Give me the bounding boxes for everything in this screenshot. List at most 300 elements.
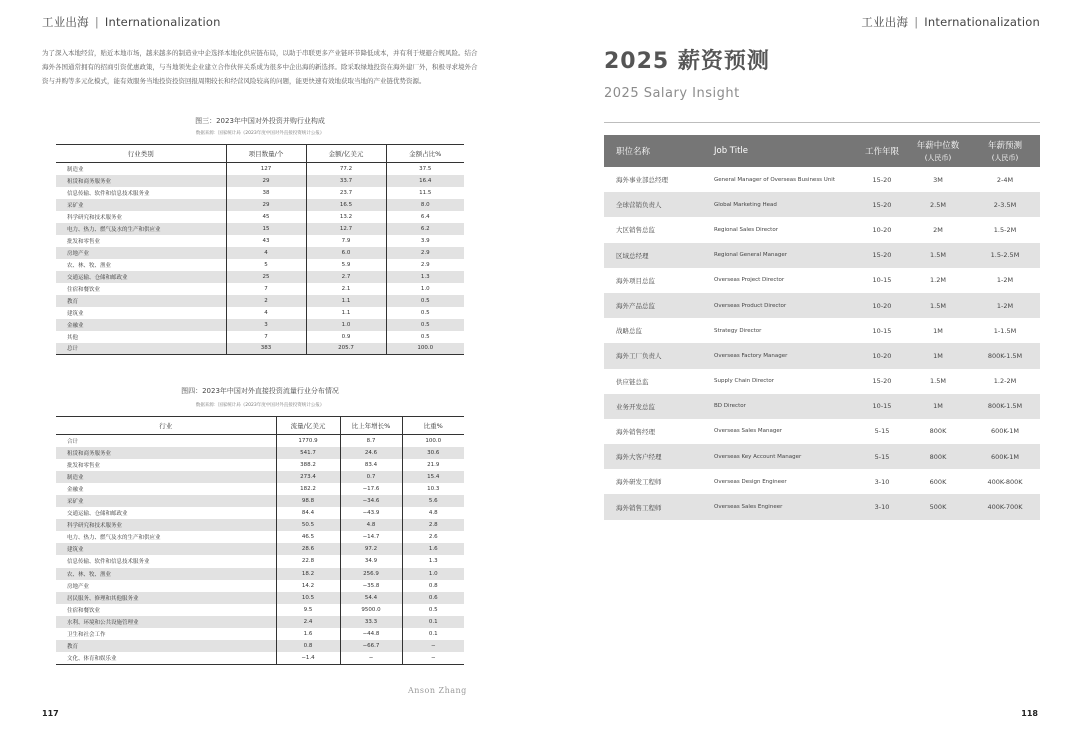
value-cell: 2.1 (306, 283, 386, 295)
table-header-row (56, 417, 464, 435)
median-salary-cell: 600K (929, 477, 947, 486)
job-title-cn-cell: 业务开发总监 (604, 394, 702, 419)
median-salary-cell: 1.5M (930, 377, 946, 386)
value-cell: 2.8 (402, 519, 464, 531)
value-cell: 83.4 (340, 459, 402, 471)
column-header: 行业类别 (56, 145, 226, 163)
value-cell: 1.1 (306, 307, 386, 319)
salary-row (604, 494, 1040, 519)
page-number-left: 117 (42, 709, 59, 718)
value-cell: 4 (226, 247, 306, 259)
forecast-salary-cell: 800K-1.5M (970, 343, 1040, 368)
industry-cell: 居民服务、修理和其他服务业 (56, 592, 276, 604)
value-cell: 11.5 (386, 187, 464, 199)
figure3-table (56, 144, 464, 355)
job-title-cn-cell: 海外产品总监 (604, 293, 702, 318)
intro-paragraph: 为了深入本地经营，贴近本地市场，越来越多的制造业中企选择本地化供应链布局，以助于串联更多产业链环节降低成本，并有利于规避合规风险。结合海外各国通常拥有的招商引资优惠政策，与当地领先企业建立合作伙伴关系成为很多中企出海的新选择。除采取绿地投资在海外建厂外，积极寻求境外合资与并购等多元化模式，能有效服务当地投资投资回报周期较长和经营风险较高的问题，能更快速有效地获取当地的产业链优势资源。 (42, 49, 478, 85)
value-cell: 3 (226, 319, 306, 331)
header-forecast-label: 年薪预测 (987, 141, 1022, 151)
value-cell: 0.5 (402, 604, 464, 616)
value-cell: 6.2 (386, 223, 464, 235)
value-cell: 10.3 (402, 483, 464, 495)
author-signature: Anson Zhang (408, 686, 467, 695)
job-title-en-cell: BD Director (702, 394, 858, 419)
forecast-salary-cell: 1.5-2M (993, 225, 1017, 234)
table-row (56, 568, 464, 580)
salary-row (604, 268, 1040, 293)
job-title-cn-cell: 海外事业部总经理 (616, 176, 668, 185)
table-header-row (56, 145, 464, 163)
forecast-salary-cell: 1.2-2M (993, 377, 1017, 386)
years-cell: 15-20 (858, 243, 906, 268)
value-cell: −14.7 (340, 531, 402, 543)
value-cell: 541.7 (276, 447, 340, 459)
years-cell: 10-15 (872, 276, 892, 285)
value-cell: 2.9 (386, 247, 464, 259)
years-cell: 10-15 (858, 394, 906, 419)
value-cell: −34.6 (340, 495, 402, 507)
median-salary-cell: 2.5M (906, 192, 970, 217)
job-title-cn-cell: 大区销售总监 (616, 226, 655, 235)
value-cell: 9.5 (276, 604, 340, 616)
table-row (56, 343, 464, 355)
value-cell: 33.7 (306, 175, 386, 187)
value-cell: 29 (226, 175, 306, 187)
value-cell: 7 (226, 331, 306, 343)
median-salary-cell: 1.5M (906, 293, 970, 318)
industry-cell: 信息传输、软件和信息技术服务业 (67, 190, 150, 197)
forecast-salary-cell: 400K-700K (970, 494, 1040, 519)
value-cell: 2.6 (402, 531, 464, 543)
salary-row (604, 318, 1040, 343)
industry-cell: 住宿和餐饮业 (67, 607, 101, 614)
column-header: 金额/亿美元 (306, 145, 386, 163)
value-cell: −66.7 (340, 640, 402, 652)
column-header: 比重% (402, 417, 464, 435)
forecast-salary-cell: 1-1.5M (993, 326, 1017, 335)
industry-cell: 教育 (56, 295, 226, 307)
value-cell: 1770.9 (276, 435, 340, 447)
column-header: 比上年增长% (340, 417, 402, 435)
running-head-en: Internationalization (104, 15, 221, 29)
value-cell: 37.5 (386, 163, 464, 175)
forecast-salary-cell: 800K-1.5M (970, 394, 1040, 419)
table-row (56, 483, 464, 495)
industry-cell: 教育 (56, 640, 276, 652)
value-cell: −44.8 (340, 628, 402, 640)
table-row (56, 319, 464, 331)
table-row (56, 628, 464, 640)
value-cell: 14.2 (276, 580, 340, 592)
value-cell: 388.2 (276, 459, 340, 471)
industry-cell: 制造业 (67, 166, 84, 173)
salary-row (604, 369, 1040, 394)
column-header: 流量/亿美元 (276, 417, 340, 435)
median-salary-cell: 1M (906, 394, 970, 419)
value-cell: −1.4 (276, 652, 340, 664)
value-cell: 1.6 (402, 543, 464, 555)
median-salary-cell: 3M (933, 175, 943, 184)
value-cell: 205.7 (306, 343, 386, 355)
value-cell: 1.0 (306, 319, 386, 331)
table-row (56, 543, 464, 555)
years-cell: 3-10 (874, 477, 890, 486)
value-cell: 25 (226, 271, 306, 283)
figure4-title: 图四：2023年中国对外直接投资流量行业分布情况 (181, 387, 339, 395)
value-cell: 2.4 (276, 616, 340, 628)
table-row (56, 507, 464, 519)
industry-cell: 房地产业 (67, 583, 90, 590)
value-cell: 22.8 (276, 555, 340, 567)
value-cell: 273.4 (276, 471, 340, 483)
salary-row (604, 167, 1040, 192)
years-cell: 10-20 (858, 343, 906, 368)
value-cell: 0.5 (386, 319, 464, 331)
value-cell: 46.5 (276, 531, 340, 543)
value-cell: 98.8 (276, 495, 340, 507)
job-title-cn-cell: 海外工厂负责人 (604, 343, 702, 368)
column-header: 金额占比% (386, 145, 464, 163)
job-title-en-cell: Strategy Director (714, 327, 762, 334)
industry-cell: 建筑业 (67, 310, 84, 317)
industry-cell: 水利、环境和公共设施管理业 (56, 616, 276, 628)
value-cell: 0.9 (306, 331, 386, 343)
years-cell: 10-15 (872, 326, 892, 335)
value-cell: 77.2 (306, 163, 386, 175)
median-salary-cell: 1.5M (906, 243, 970, 268)
value-cell: −43.9 (340, 507, 402, 519)
header-years: 工作年限 (858, 135, 906, 167)
value-cell: 0.8 (276, 640, 340, 652)
value-cell: 1.0 (386, 283, 464, 295)
value-cell: 10.5 (276, 592, 340, 604)
value-cell: 23.7 (306, 187, 386, 199)
job-title-en-cell: Overseas Sales Engineer (702, 494, 858, 519)
value-cell: 383 (226, 343, 306, 355)
job-title-en-cell: Overseas Design Engineer (714, 478, 787, 485)
salary-row (604, 243, 1040, 268)
table-row (56, 616, 464, 628)
value-cell: 5 (226, 259, 306, 271)
table-row (56, 580, 464, 592)
table-row (56, 447, 464, 459)
value-cell: 2 (226, 295, 306, 307)
value-cell: 0.6 (402, 592, 464, 604)
figure3-title: 图三：2023年中国对外投资并购行业构成 (195, 117, 325, 125)
table-row (56, 435, 464, 447)
industry-cell: 制造业 (56, 471, 276, 483)
median-salary-cell: 1M (906, 343, 970, 368)
value-cell: 18.2 (276, 568, 340, 580)
table-row (56, 175, 464, 187)
forecast-salary-cell: 2-3.5M (970, 192, 1040, 217)
industry-cell: 农、林、牧、渔业 (56, 568, 276, 580)
header-median-label: 年薪中位数 (916, 141, 960, 151)
value-cell: −17.6 (340, 483, 402, 495)
table-row (56, 652, 464, 664)
value-cell: 8.0 (386, 199, 464, 211)
value-cell: 6.4 (386, 211, 464, 223)
industry-cell: 其他 (67, 334, 79, 341)
industry-cell: 文化、体育和娱乐业 (56, 652, 276, 664)
industry-cell: 卫生和社会工作 (67, 632, 106, 639)
industry-cell: 住宿和餐饮业 (67, 286, 101, 293)
table-row (56, 555, 464, 567)
median-salary-cell: 2M (933, 225, 943, 234)
table-row (56, 163, 464, 175)
value-cell: 43 (226, 235, 306, 247)
running-head-en: Internationalization (924, 15, 1040, 29)
table-row (56, 271, 464, 283)
job-title-cn-cell: 全球营销负责人 (604, 192, 702, 217)
industry-cell: 科学研究和技术服务业 (67, 214, 123, 221)
forecast-salary-cell: 1.5-2.5M (970, 243, 1040, 268)
value-cell: 29 (226, 199, 306, 211)
job-title-cn-cell: 供应链总监 (616, 377, 649, 386)
table-row (56, 495, 464, 507)
table-row (56, 247, 464, 259)
figure3-source: 数据来源：国家统计局《2023年度中国对外直接投资统计公报》 (195, 131, 325, 136)
table-row (56, 307, 464, 319)
industry-cell: 交通运输、仓储和邮政业 (67, 511, 128, 518)
title-divider (604, 122, 1040, 123)
years-cell: 5-15 (874, 427, 890, 436)
industry-cell: 农、林、牧、渔业 (67, 262, 112, 269)
salary-header-row (604, 135, 1040, 167)
job-title-cn-cell: 海外销售经理 (616, 427, 655, 436)
value-cell: 34.9 (340, 555, 402, 567)
median-salary-cell: 800K (906, 444, 970, 469)
table-row (56, 592, 464, 604)
table-row (56, 604, 464, 616)
job-title-en-cell: Overseas Factory Manager (702, 343, 858, 368)
years-cell: 5-15 (858, 444, 906, 469)
value-cell: 4.8 (340, 519, 402, 531)
table-row (56, 331, 464, 343)
median-salary-cell: 1.2M (930, 276, 946, 285)
table-row (56, 199, 464, 211)
job-title-en-cell: Overseas Key Account Manager (702, 444, 858, 469)
industry-cell: 金融业 (67, 486, 84, 493)
forecast-salary-cell: 1-2M (996, 276, 1014, 285)
value-cell: 28.6 (276, 543, 340, 555)
value-cell: 30.6 (402, 447, 464, 459)
salary-row (604, 343, 1040, 368)
table-row (56, 187, 464, 199)
table-row (56, 235, 464, 247)
value-cell: 0.7 (340, 471, 402, 483)
table-row (56, 459, 464, 471)
value-cell: − (402, 640, 464, 652)
header-forecast (970, 135, 1040, 167)
forecast-salary-cell: 600K-1M (970, 444, 1040, 469)
value-cell: 15.4 (402, 471, 464, 483)
job-title-en-cell: Regional Sales Director (714, 226, 778, 233)
header-job-cn: 职位名称 (604, 135, 702, 167)
value-cell: 33.3 (340, 616, 402, 628)
column-header: 项目数量/个 (226, 145, 306, 163)
value-cell: − (402, 652, 464, 664)
value-cell: 0.5 (386, 307, 464, 319)
value-cell: 1.3 (386, 271, 464, 283)
industry-cell: 房地产业 (56, 247, 226, 259)
salary-title: 2025 薪资预测 (604, 49, 770, 74)
value-cell: 8.7 (340, 435, 402, 447)
forecast-salary-cell: 1-2M (970, 293, 1040, 318)
value-cell: 1.1 (306, 295, 386, 307)
median-salary-cell: 1M (933, 326, 943, 335)
value-cell: 21.9 (402, 459, 464, 471)
running-head-cn: 工业出海 (861, 15, 909, 29)
value-cell: 6.0 (306, 247, 386, 259)
value-cell: 15 (226, 223, 306, 235)
salary-row (604, 217, 1040, 242)
value-cell: −35.8 (340, 580, 402, 592)
industry-cell: 信息传输、软件和信息技术服务业 (67, 559, 150, 566)
job-title-en-cell: Regional General Manager (702, 243, 858, 268)
salary-row (604, 293, 1040, 318)
table-row (56, 223, 464, 235)
value-cell: 0.8 (402, 580, 464, 592)
value-cell: 0.1 (402, 616, 464, 628)
value-cell: 2.9 (386, 259, 464, 271)
years-cell: 15-20 (858, 192, 906, 217)
salary-row (604, 192, 1040, 217)
job-title-en-cell: Overseas Sales Manager (714, 428, 782, 435)
value-cell: 5.9 (306, 259, 386, 271)
years-cell: 15-20 (872, 175, 892, 184)
table-row (56, 211, 464, 223)
job-title-en-cell: Global Marketing Head (702, 192, 858, 217)
forecast-salary-cell: 600K-1M (990, 427, 1020, 436)
value-cell: 256.9 (340, 568, 402, 580)
job-title-en-cell: Overseas Project Director (714, 277, 785, 284)
value-cell: 12.7 (306, 223, 386, 235)
table-row (56, 640, 464, 652)
table-row (56, 531, 464, 543)
value-cell: 5.6 (402, 495, 464, 507)
industry-cell: 金融业 (56, 319, 226, 331)
years-cell: 3-10 (858, 494, 906, 519)
job-title-cn-cell: 海外销售工程师 (604, 494, 702, 519)
value-cell: 0.1 (402, 628, 464, 640)
table-row (56, 283, 464, 295)
value-cell: 100.0 (402, 435, 464, 447)
salary-row (604, 444, 1040, 469)
table-row (56, 259, 464, 271)
job-title-en-cell: General Manager of Overseas Business Unit (714, 176, 835, 183)
industry-cell: 采矿业 (56, 495, 276, 507)
value-cell: 97.2 (340, 543, 402, 555)
job-title-cn-cell: 海外研发工程师 (616, 478, 662, 487)
job-title-en-cell: Supply Chain Director (714, 378, 775, 385)
page-number-right: 118 (1021, 709, 1038, 718)
value-cell: 38 (226, 187, 306, 199)
value-cell: 4.8 (402, 507, 464, 519)
running-head-left: 工业出海 | Internationalization (42, 15, 221, 29)
industry-cell: 总计 (56, 343, 226, 355)
value-cell: 4 (226, 307, 306, 319)
industry-cell: 合计 (67, 438, 79, 445)
value-cell: 45 (226, 211, 306, 223)
forecast-salary-cell: 2-4M (996, 175, 1014, 184)
figure4-source: 数据来源：国家统计局《2023年度中国对外直接投资统计公报》 (195, 403, 325, 408)
salary-row (604, 394, 1040, 419)
job-title-en-cell: Overseas Product Director (702, 293, 858, 318)
job-title-cn-cell: 战略总监 (616, 327, 642, 336)
median-salary-cell: 500K (906, 494, 970, 519)
industry-cell: 租赁和商务服务业 (56, 175, 226, 187)
running-head-cn: 工业出海 (42, 15, 89, 29)
table-row (56, 519, 464, 531)
value-cell: 1.6 (276, 628, 340, 640)
job-title-cn-cell: 海外项目总监 (616, 276, 655, 285)
value-cell: 16.4 (386, 175, 464, 187)
industry-cell: 电力、热力、燃气及水的生产和供应业 (67, 535, 161, 542)
years-cell: 15-20 (872, 377, 892, 386)
header-forecast-unit: (人民币) (991, 154, 1019, 162)
median-salary-cell: 800K (929, 427, 947, 436)
value-cell: 1.3 (402, 555, 464, 567)
running-head-right: 工业出海 | Internationalization (861, 15, 1040, 29)
forecast-salary-cell: 400K-800K (987, 477, 1023, 486)
value-cell: 16.5 (306, 199, 386, 211)
industry-cell: 租赁和商务服务业 (56, 447, 276, 459)
value-cell: 182.2 (276, 483, 340, 495)
value-cell: 9500.0 (340, 604, 402, 616)
value-cell: 13.2 (306, 211, 386, 223)
value-cell: 24.6 (340, 447, 402, 459)
header-job-en: Job Title (702, 135, 858, 167)
salary-row (604, 469, 1040, 494)
header-median (906, 135, 970, 167)
value-cell: 84.4 (276, 507, 340, 519)
years-cell: 10-20 (872, 225, 892, 234)
industry-cell: 建筑业 (56, 543, 276, 555)
value-cell: 54.4 (340, 592, 402, 604)
column-header: 行业 (56, 417, 276, 435)
industry-cell: 电力、热力、燃气及水的生产和供应业 (56, 223, 226, 235)
value-cell: 7.9 (306, 235, 386, 247)
table-row (56, 471, 464, 483)
value-cell: 127 (226, 163, 306, 175)
value-cell: 2.7 (306, 271, 386, 283)
value-cell: − (340, 652, 402, 664)
job-title-cn-cell: 海外大客户经理 (604, 444, 702, 469)
right-page (540, 0, 1080, 730)
value-cell: 0.5 (386, 331, 464, 343)
value-cell: 1.0 (402, 568, 464, 580)
figure4-table (56, 416, 464, 665)
salary-table (604, 135, 1040, 520)
industry-cell: 批发和零售业 (67, 238, 101, 245)
job-title-cn-cell: 区域总经理 (604, 243, 702, 268)
value-cell: 100.0 (386, 343, 464, 355)
industry-cell: 科学研究和技术服务业 (56, 519, 276, 531)
value-cell: 3.9 (386, 235, 464, 247)
salary-subtitle: 2025 Salary Insight (604, 86, 740, 101)
salary-row (604, 419, 1040, 444)
value-cell: 7 (226, 283, 306, 295)
table-row (56, 295, 464, 307)
years-cell: 10-20 (858, 293, 906, 318)
value-cell: 50.5 (276, 519, 340, 531)
header-median-unit: (人民币) (924, 154, 952, 162)
industry-cell: 批发和零售业 (67, 462, 101, 469)
industry-cell: 采矿业 (56, 199, 226, 211)
industry-cell: 交通运输、仓储和邮政业 (56, 271, 226, 283)
value-cell: 0.5 (386, 295, 464, 307)
